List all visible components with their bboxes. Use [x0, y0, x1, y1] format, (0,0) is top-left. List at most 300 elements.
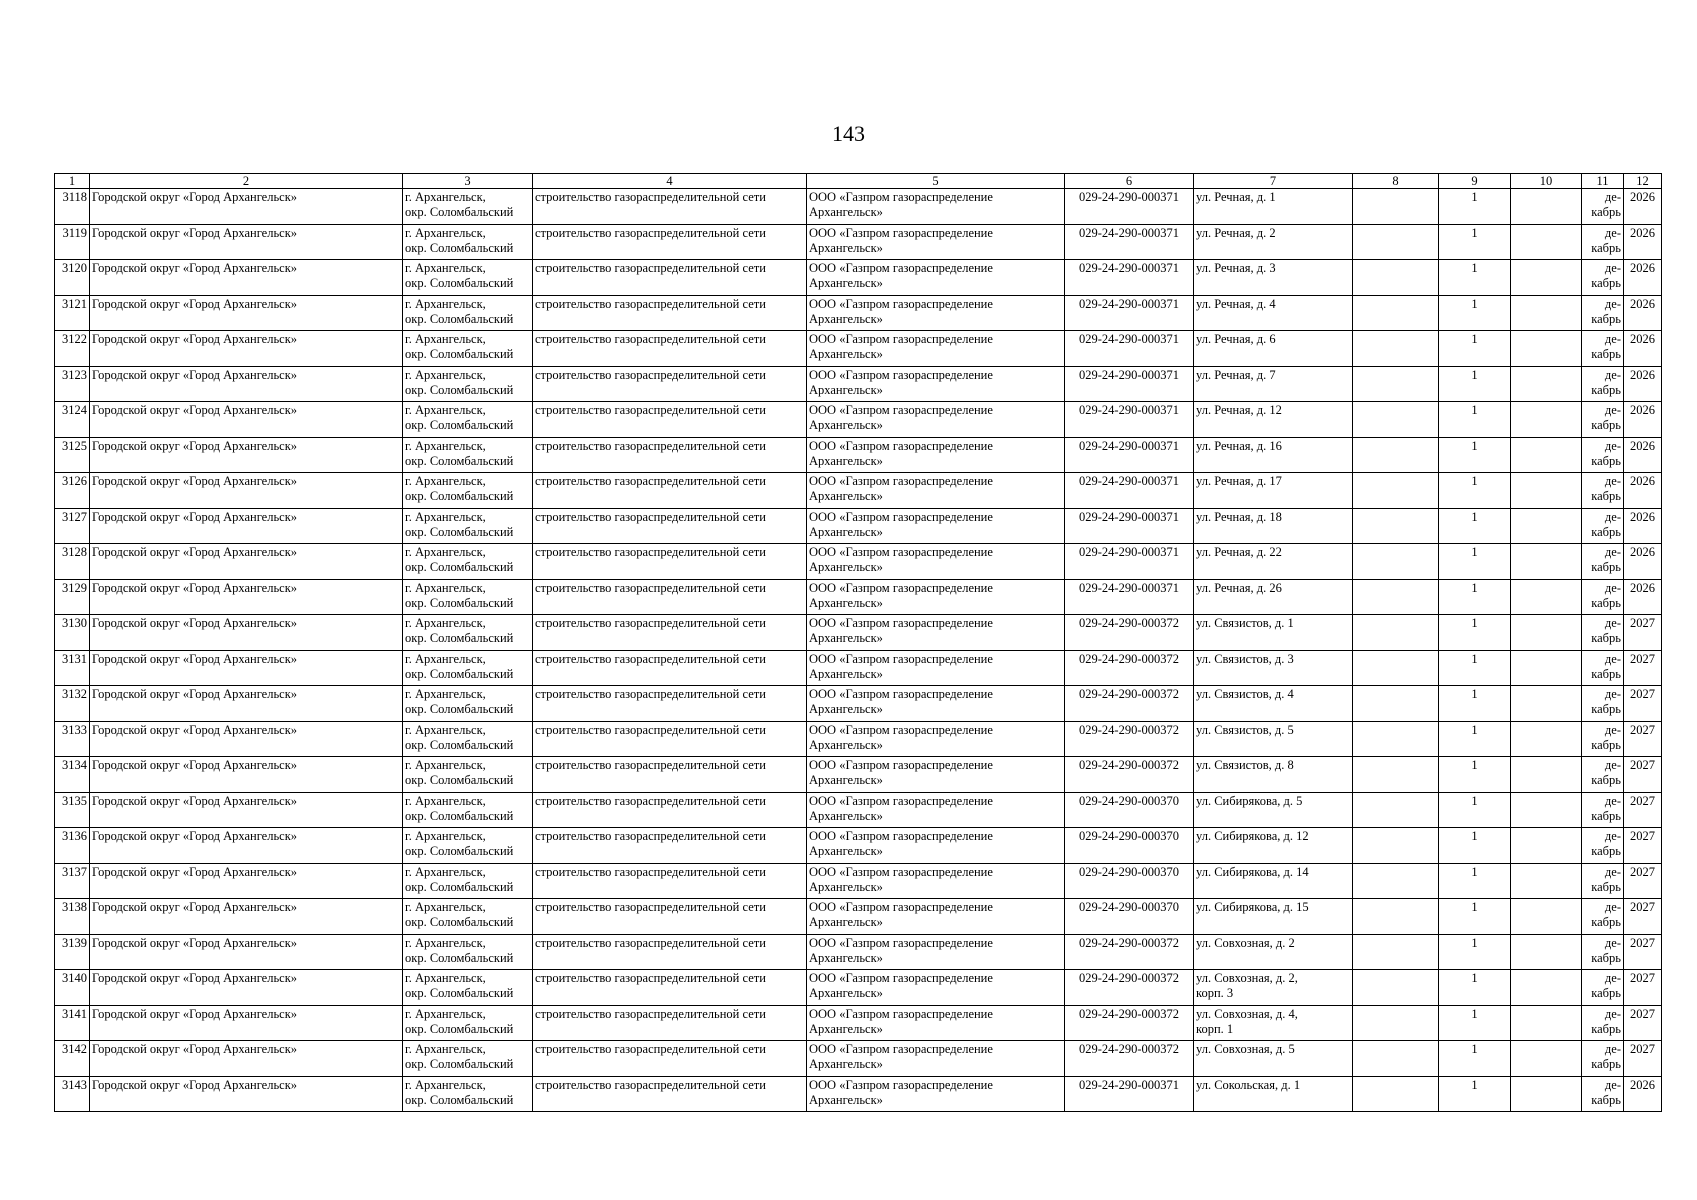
cell-year	[1624, 402, 1662, 438]
cell-address	[1194, 863, 1353, 899]
cell-col-8	[1353, 1041, 1439, 1077]
cell-month-line: кабрь	[1591, 382, 1621, 397]
cell-municipality-line: Городской округ «Город Архангельск»	[92, 1042, 298, 1056]
cell-address	[1194, 757, 1353, 793]
cell-month-line: де-	[1604, 367, 1621, 382]
cell-organization-line: ООО «Газпром газораспределение	[809, 1077, 993, 1092]
cell-locality-line: г. Архангельск,	[405, 829, 486, 843]
cell-locality-line: окр. Соломбальский	[405, 205, 514, 219]
cell-locality	[403, 331, 533, 367]
cell-locality	[403, 1041, 533, 1077]
cell-locality	[403, 224, 533, 260]
cell-work-type-line: строительство газораспределительной сети	[535, 509, 766, 524]
cell-address	[1194, 402, 1353, 438]
cell-year	[1624, 473, 1662, 509]
cell-year	[1624, 1005, 1662, 1041]
cell-month-line: кабрь	[1591, 560, 1621, 574]
cell-col-8	[1353, 863, 1439, 899]
cell-row-number	[55, 615, 90, 651]
cell-quantity-line: 1	[1471, 687, 1478, 701]
cell-row-number-line: 3124	[62, 403, 87, 417]
cell-organization-line: Архангельск»	[809, 773, 883, 787]
cell-locality	[403, 295, 533, 331]
cell-organization-line: Архангельск»	[809, 524, 883, 539]
cell-municipality-line: Городской округ «Город Архангельск»	[92, 403, 298, 417]
cell-organization-line: Архангельск»	[809, 879, 883, 894]
cell-work-type-line: строительство газораспределительной сети	[535, 1006, 766, 1021]
cell-month-line: кабрь	[1591, 844, 1621, 858]
cell-row-number	[55, 295, 90, 331]
cell-row-number-line: 3142	[62, 1042, 87, 1056]
cell-col-10	[1511, 295, 1582, 331]
cell-organization-line: ООО «Газпром газораспределение	[809, 261, 993, 275]
cell-address	[1194, 615, 1353, 651]
cell-address	[1194, 650, 1353, 686]
cell-locality-line: г. Архангельск,	[405, 1077, 486, 1092]
cell-organization-line: Архангельск»	[809, 631, 883, 645]
cell-year	[1624, 544, 1662, 580]
table-row	[55, 544, 1662, 580]
cell-month-line: де-	[1604, 474, 1621, 488]
cell-program-code	[1065, 828, 1194, 864]
cell-organization	[807, 295, 1065, 331]
cell-month-line: кабрь	[1591, 915, 1621, 929]
table-row	[55, 366, 1662, 402]
cell-locality	[403, 402, 533, 438]
cell-organization-line: Архангельск»	[809, 915, 883, 929]
cell-work-type	[533, 757, 807, 793]
cell-year	[1624, 260, 1662, 296]
cell-quantity	[1439, 260, 1511, 296]
cell-row-number-line: 3138	[62, 900, 87, 914]
column-number: 3	[403, 174, 533, 189]
cell-locality	[403, 1076, 533, 1112]
cell-program-code-line: 029-24-290-000371	[1079, 1077, 1179, 1092]
cell-municipality	[90, 828, 403, 864]
cell-program-code	[1065, 863, 1194, 899]
cell-row-number-line: 3141	[62, 1006, 87, 1021]
cell-program-code	[1065, 934, 1194, 970]
cell-organization	[807, 1076, 1065, 1112]
cell-address	[1194, 508, 1353, 544]
cell-month-line: кабрь	[1591, 879, 1621, 894]
cell-municipality-line: Городской округ «Город Архангельск»	[92, 1006, 298, 1021]
cell-program-code-line: 029-24-290-000370	[1079, 829, 1179, 843]
cell-work-type	[533, 686, 807, 722]
cell-quantity-line: 1	[1471, 935, 1478, 950]
cell-year-line: 2026	[1630, 225, 1655, 240]
cell-program-code	[1065, 295, 1194, 331]
cell-month-line: де-	[1604, 687, 1621, 701]
table-row	[55, 721, 1662, 757]
cell-program-code	[1065, 757, 1194, 793]
cell-locality-line: г. Архангельск,	[405, 758, 486, 772]
cell-quantity-line: 1	[1471, 580, 1478, 595]
cell-organization-line: ООО «Газпром газораспределение	[809, 722, 993, 737]
cell-year	[1624, 792, 1662, 828]
cell-col-10	[1511, 650, 1582, 686]
cell-address-line: ул. Речная, д. 1	[1196, 190, 1276, 204]
cell-quantity-line: 1	[1471, 758, 1478, 772]
cell-locality-line: г. Архангельск,	[405, 1042, 486, 1056]
cell-col-8	[1353, 686, 1439, 722]
cell-year-line: 2027	[1630, 722, 1655, 737]
cell-municipality-line: Городской округ «Город Архангельск»	[92, 829, 298, 843]
cell-col-8	[1353, 828, 1439, 864]
cell-col-10	[1511, 189, 1582, 225]
cell-locality	[403, 544, 533, 580]
cell-col-8	[1353, 508, 1439, 544]
cell-quantity-line: 1	[1471, 474, 1478, 488]
cell-address	[1194, 473, 1353, 509]
cell-month	[1582, 934, 1624, 970]
cell-locality-line: г. Архангельск,	[405, 1006, 486, 1021]
cell-locality	[403, 970, 533, 1006]
cell-quantity	[1439, 189, 1511, 225]
cell-quantity-line: 1	[1471, 1042, 1478, 1056]
cell-municipality-line: Городской округ «Город Архангельск»	[92, 687, 298, 701]
cell-program-code-line: 029-24-290-000370	[1079, 900, 1179, 914]
cell-organization	[807, 686, 1065, 722]
cell-col-10	[1511, 1076, 1582, 1112]
cell-quantity-line: 1	[1471, 829, 1478, 843]
cell-municipality	[90, 650, 403, 686]
cell-work-type-line: строительство газораспределительной сети	[535, 935, 766, 950]
cell-col-10	[1511, 366, 1582, 402]
cell-organization	[807, 1041, 1065, 1077]
cell-month-line: кабрь	[1591, 276, 1621, 290]
cell-organization-line: ООО «Газпром газораспределение	[809, 474, 993, 488]
cell-locality-line: г. Архангельск,	[405, 403, 486, 417]
cell-municipality	[90, 224, 403, 260]
cell-organization	[807, 437, 1065, 473]
cell-address-line: ул. Речная, д. 4	[1196, 296, 1276, 311]
cell-quantity-line: 1	[1471, 900, 1478, 914]
cell-month-line: кабрь	[1591, 702, 1621, 716]
cell-quantity	[1439, 544, 1511, 580]
cell-municipality	[90, 792, 403, 828]
cell-municipality	[90, 686, 403, 722]
cell-municipality-line: Городской округ «Город Архангельск»	[92, 1077, 298, 1092]
column-number: 12	[1624, 174, 1662, 189]
cell-quantity	[1439, 934, 1511, 970]
cell-organization-line: Архангельск»	[809, 382, 883, 397]
cell-organization-line: ООО «Газпром газораспределение	[809, 403, 993, 417]
cell-program-code-line: 029-24-290-000371	[1079, 403, 1179, 417]
cell-month	[1582, 295, 1624, 331]
cell-locality-line: окр. Соломбальский	[405, 950, 514, 965]
cell-locality-line: г. Архангельск,	[405, 474, 486, 488]
cell-organization-line: ООО «Газпром газораспределение	[809, 332, 993, 346]
cell-address	[1194, 686, 1353, 722]
cell-quantity	[1439, 757, 1511, 793]
table-body	[55, 189, 1662, 1112]
table-row	[55, 579, 1662, 615]
cell-municipality	[90, 508, 403, 544]
cell-month	[1582, 792, 1624, 828]
cell-locality-line: окр. Соломбальский	[405, 453, 514, 468]
cell-month-line: кабрь	[1591, 631, 1621, 645]
cell-address-line: корп. 3	[1196, 986, 1234, 1000]
cell-organization-line: Архангельск»	[809, 489, 883, 503]
cell-month-line: кабрь	[1591, 808, 1621, 823]
cell-program-code-line: 029-24-290-000370	[1079, 864, 1179, 879]
cell-month	[1582, 686, 1624, 722]
cell-address	[1194, 295, 1353, 331]
cell-month	[1582, 189, 1624, 225]
cell-locality-line: окр. Соломбальский	[405, 560, 514, 574]
table-row	[55, 260, 1662, 296]
cell-program-code	[1065, 473, 1194, 509]
cell-year-line: 2026	[1630, 474, 1655, 488]
cell-quantity-line: 1	[1471, 296, 1478, 311]
cell-address-line: ул. Сибирякова, д. 14	[1196, 864, 1309, 879]
column-number: 6	[1065, 174, 1194, 189]
cell-month	[1582, 579, 1624, 615]
cell-organization-line: Архангельск»	[809, 595, 883, 610]
cell-address	[1194, 189, 1353, 225]
cell-organization-line: ООО «Газпром газораспределение	[809, 190, 993, 204]
cell-quantity-line: 1	[1471, 332, 1478, 346]
cell-organization-line: Архангельск»	[809, 950, 883, 965]
cell-month-line: де-	[1604, 261, 1621, 275]
cell-locality-line: г. Архангельск,	[405, 332, 486, 346]
cell-year	[1624, 899, 1662, 935]
cell-municipality	[90, 331, 403, 367]
cell-col-10	[1511, 686, 1582, 722]
cell-organization-line: Архангельск»	[809, 737, 883, 752]
cell-year-line: 2027	[1630, 900, 1655, 914]
cell-col-8	[1353, 473, 1439, 509]
table-row	[55, 970, 1662, 1006]
cell-municipality	[90, 260, 403, 296]
cell-locality	[403, 189, 533, 225]
cell-municipality	[90, 1005, 403, 1041]
cell-address	[1194, 828, 1353, 864]
cell-organization-line: ООО «Газпром газораспределение	[809, 438, 993, 453]
cell-address-line: ул. Речная, д. 6	[1196, 332, 1276, 346]
cell-year-line: 2026	[1630, 403, 1655, 417]
cell-work-type-line: строительство газораспределительной сети	[535, 829, 766, 843]
cell-row-number	[55, 650, 90, 686]
cell-organization-line: Архангельск»	[809, 560, 883, 574]
cell-row-number	[55, 331, 90, 367]
cell-municipality	[90, 1041, 403, 1077]
cell-program-code	[1065, 970, 1194, 1006]
cell-municipality-line: Городской округ «Город Архангельск»	[92, 225, 298, 240]
gasification-register-table	[54, 173, 1662, 1112]
cell-row-number-line: 3139	[62, 935, 87, 950]
cell-col-10	[1511, 508, 1582, 544]
cell-program-code	[1065, 331, 1194, 367]
cell-municipality	[90, 473, 403, 509]
cell-program-code-line: 029-24-290-000372	[1079, 935, 1179, 950]
cell-quantity	[1439, 473, 1511, 509]
cell-municipality	[90, 437, 403, 473]
cell-organization	[807, 721, 1065, 757]
cell-quantity	[1439, 402, 1511, 438]
table-row	[55, 508, 1662, 544]
cell-organization	[807, 402, 1065, 438]
cell-work-type-line: строительство газораспределительной сети	[535, 722, 766, 737]
cell-year-line: 2027	[1630, 1006, 1655, 1021]
cell-year	[1624, 757, 1662, 793]
cell-quantity	[1439, 899, 1511, 935]
cell-locality-line: г. Архангельск,	[405, 190, 486, 204]
cell-organization	[807, 899, 1065, 935]
cell-locality-line: окр. Соломбальский	[405, 1057, 514, 1071]
cell-address	[1194, 437, 1353, 473]
cell-row-number-line: 3140	[62, 971, 87, 985]
table-row	[55, 1076, 1662, 1112]
cell-organization-line: ООО «Газпром газораспределение	[809, 758, 993, 772]
cell-program-code	[1065, 189, 1194, 225]
cell-month-line: кабрь	[1591, 489, 1621, 503]
cell-work-type	[533, 366, 807, 402]
cell-work-type	[533, 934, 807, 970]
cell-municipality-line: Городской округ «Город Архангельск»	[92, 864, 298, 879]
cell-locality-line: окр. Соломбальский	[405, 524, 514, 539]
cell-program-code-line: 029-24-290-000371	[1079, 580, 1179, 595]
cell-year-line: 2027	[1630, 971, 1655, 985]
cell-month-line: де-	[1604, 616, 1621, 630]
cell-year-line: 2026	[1630, 367, 1655, 382]
cell-col-10	[1511, 1005, 1582, 1041]
cell-row-number-line: 3134	[62, 758, 87, 772]
cell-locality	[403, 615, 533, 651]
cell-program-code-line: 029-24-290-000371	[1079, 225, 1179, 240]
cell-work-type	[533, 828, 807, 864]
cell-year-line: 2026	[1630, 545, 1655, 559]
cell-locality-line: окр. Соломбальский	[405, 240, 514, 255]
cell-address-line: ул. Совхозная, д. 4,	[1196, 1006, 1298, 1021]
cell-program-code-line: 029-24-290-000370	[1079, 793, 1179, 808]
cell-address	[1194, 1041, 1353, 1077]
cell-month-line: кабрь	[1591, 1092, 1621, 1107]
cell-work-type	[533, 899, 807, 935]
cell-year	[1624, 970, 1662, 1006]
cell-organization-line: Архангельск»	[809, 844, 883, 858]
cell-col-10	[1511, 863, 1582, 899]
cell-locality	[403, 934, 533, 970]
cell-locality-line: окр. Соломбальский	[405, 773, 514, 787]
cell-locality-line: окр. Соломбальский	[405, 382, 514, 397]
cell-locality-line: г. Архангельск,	[405, 296, 486, 311]
cell-month	[1582, 863, 1624, 899]
cell-locality	[403, 757, 533, 793]
cell-year-line: 2027	[1630, 616, 1655, 630]
cell-municipality-line: Городской округ «Город Архангельск»	[92, 971, 298, 985]
cell-year	[1624, 615, 1662, 651]
table-row	[55, 686, 1662, 722]
cell-year-line: 2026	[1630, 438, 1655, 453]
cell-year-line: 2026	[1630, 580, 1655, 595]
cell-month	[1582, 508, 1624, 544]
cell-year-line: 2026	[1630, 1077, 1655, 1092]
cell-row-number	[55, 721, 90, 757]
cell-municipality	[90, 295, 403, 331]
cell-quantity	[1439, 295, 1511, 331]
cell-organization-line: ООО «Газпром газораспределение	[809, 367, 993, 382]
cell-month	[1582, 970, 1624, 1006]
cell-quantity	[1439, 331, 1511, 367]
cell-organization	[807, 828, 1065, 864]
table-row	[55, 402, 1662, 438]
cell-month	[1582, 650, 1624, 686]
cell-address-line: ул. Речная, д. 2	[1196, 225, 1276, 240]
cell-year-line: 2027	[1630, 793, 1655, 808]
cell-row-number-line: 3132	[62, 687, 87, 701]
cell-address	[1194, 224, 1353, 260]
cell-work-type-line: строительство газораспределительной сети	[535, 793, 766, 808]
cell-month	[1582, 473, 1624, 509]
cell-program-code-line: 029-24-290-000372	[1079, 651, 1179, 666]
cell-work-type-line: строительство газораспределительной сети	[535, 296, 766, 311]
cell-work-type	[533, 402, 807, 438]
cell-year-line: 2026	[1630, 296, 1655, 311]
cell-program-code	[1065, 899, 1194, 935]
cell-address	[1194, 366, 1353, 402]
cell-locality	[403, 473, 533, 509]
cell-municipality	[90, 970, 403, 1006]
table-row	[55, 792, 1662, 828]
cell-month	[1582, 437, 1624, 473]
table-row	[55, 224, 1662, 260]
cell-row-number	[55, 863, 90, 899]
cell-address	[1194, 579, 1353, 615]
cell-col-10	[1511, 437, 1582, 473]
cell-quantity	[1439, 1005, 1511, 1041]
cell-program-code-line: 029-24-290-000372	[1079, 687, 1179, 701]
cell-row-number-line: 3136	[62, 829, 87, 843]
cell-address-line: ул. Речная, д. 17	[1196, 474, 1282, 488]
cell-program-code	[1065, 721, 1194, 757]
cell-work-type	[533, 473, 807, 509]
cell-month-line: де-	[1604, 758, 1621, 772]
cell-locality-line: окр. Соломбальский	[405, 276, 514, 290]
cell-work-type-line: строительство газораспределительной сети	[535, 545, 766, 559]
cell-col-10	[1511, 757, 1582, 793]
cell-row-number-line: 3127	[62, 509, 87, 524]
cell-month-line: де-	[1604, 545, 1621, 559]
cell-quantity	[1439, 579, 1511, 615]
cell-work-type	[533, 970, 807, 1006]
cell-organization	[807, 615, 1065, 651]
cell-year-line: 2026	[1630, 332, 1655, 346]
cell-row-number-line: 3126	[62, 474, 87, 488]
cell-row-number	[55, 1041, 90, 1077]
cell-work-type-line: строительство газораспределительной сети	[535, 971, 766, 985]
cell-month-line: де-	[1604, 1077, 1621, 1092]
cell-year	[1624, 828, 1662, 864]
cell-organization-line: Архангельск»	[809, 1092, 883, 1107]
cell-quantity-line: 1	[1471, 971, 1478, 985]
cell-quantity-line: 1	[1471, 793, 1478, 808]
cell-month-line: де-	[1604, 722, 1621, 737]
cell-organization-line: ООО «Газпром газораспределение	[809, 793, 993, 808]
cell-row-number-line: 3131	[62, 651, 87, 666]
cell-year	[1624, 934, 1662, 970]
cell-organization-line: Архангельск»	[809, 702, 883, 716]
cell-col-10	[1511, 615, 1582, 651]
cell-address-line: ул. Сибирякова, д. 12	[1196, 829, 1309, 843]
cell-organization-line: ООО «Газпром газораспределение	[809, 971, 993, 985]
cell-locality	[403, 721, 533, 757]
cell-col-10	[1511, 828, 1582, 864]
cell-work-type-line: строительство газораспределительной сети	[535, 261, 766, 275]
cell-month-line: де-	[1604, 1006, 1621, 1021]
cell-municipality-line: Городской округ «Город Архангельск»	[92, 261, 298, 275]
